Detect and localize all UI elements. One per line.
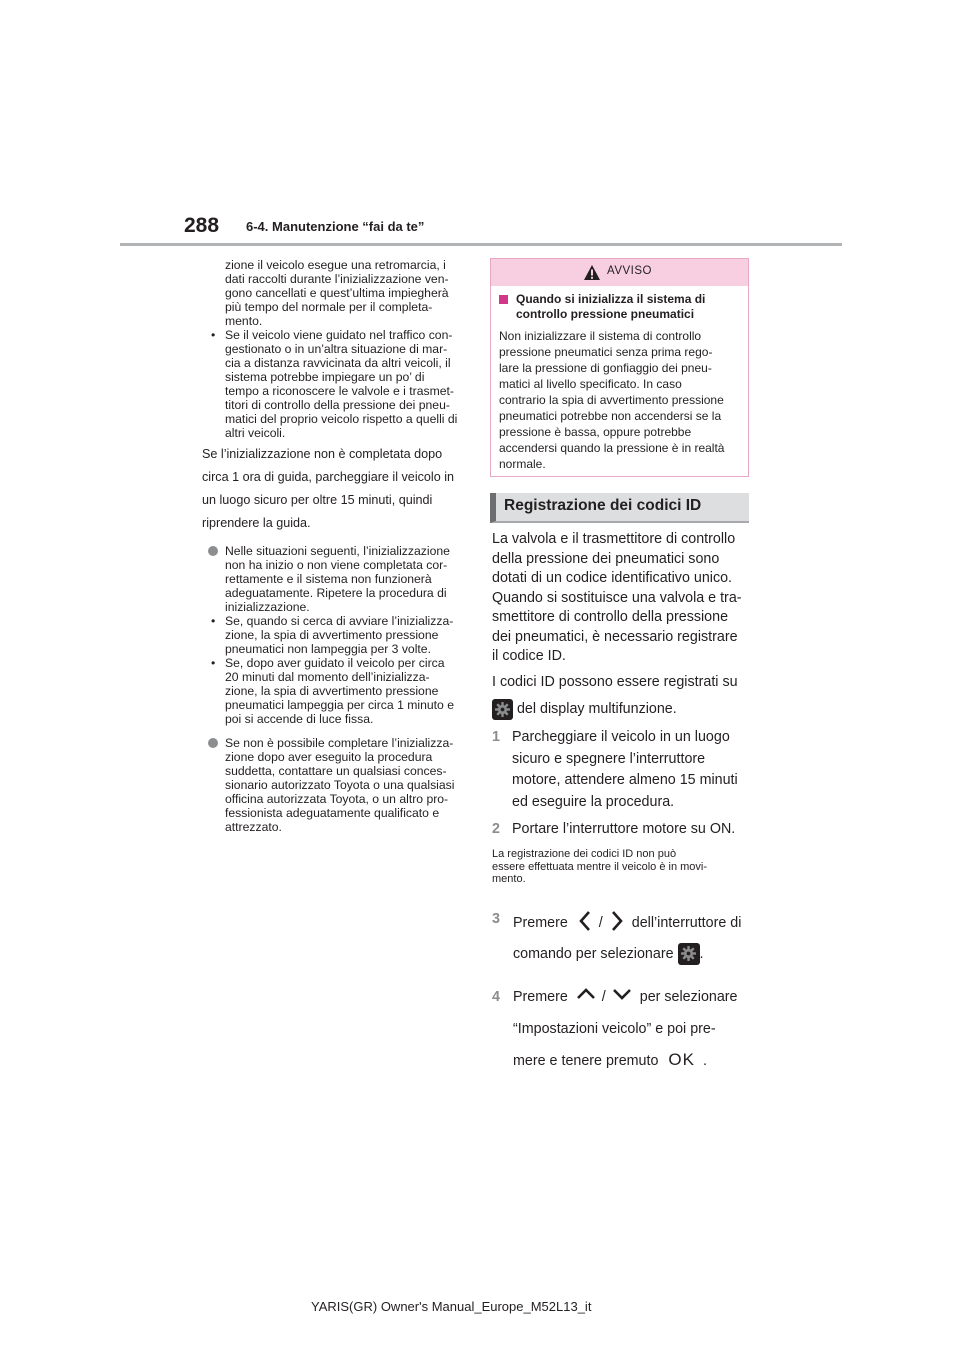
text-line: poi si accende di luce fissa. — [225, 712, 374, 726]
text-line: La valvola e il trasmettitore di controllo — [492, 531, 736, 547]
step-4-line-2 — [492, 1020, 750, 1040]
text-line: tempo a riconoscere le valvole e i trasmet- — [225, 384, 454, 398]
text-line: zione il veicolo esegue una retromarcia, i — [225, 258, 446, 272]
continued-bullet-text — [202, 258, 468, 328]
circle-bullet-icon — [208, 738, 218, 748]
chevron-left-icon — [578, 910, 592, 932]
bullet-item — [202, 614, 468, 656]
text-line: zione, la spia di avvertimento pressione — [225, 684, 439, 698]
chevron-down-icon — [612, 988, 632, 1000]
subsection-heading — [490, 493, 749, 523]
text-line: più tempo del normale per il completa- — [225, 300, 433, 314]
footer: YARIS(GR) Owner's Manual_Europe_M52L13_it — [311, 1299, 592, 1314]
text-line: Nelle situazioni seguenti, l’inizializzazione — [225, 544, 450, 558]
warning-text — [499, 328, 740, 472]
text-line: mento. — [492, 873, 526, 885]
circle-bullet-icon — [208, 546, 218, 556]
text-line: dei pneumatici, è necessario registrare — [492, 628, 738, 645]
text-line: Se non è possibile completare l’inizializza- — [225, 736, 454, 750]
text-line: Parcheggiare il veicolo in un luogo — [512, 729, 730, 745]
step-4 — [492, 988, 750, 1008]
text-fragment: dell’interruttore di — [631, 915, 742, 931]
text-line: essere effettuata mentre il veicolo è in movi- — [492, 860, 708, 873]
step-3 — [492, 910, 750, 934]
text-line: attrezzato. — [225, 820, 282, 834]
text-line: motore, attendere almeno 15 minuti — [512, 772, 738, 788]
text-fragment: Premere — [513, 989, 568, 1005]
step-4-line-1 — [492, 988, 750, 1008]
bullet-item — [202, 328, 468, 440]
warning-box — [490, 258, 749, 477]
text-fragment: . — [702, 1053, 707, 1069]
text-line: zione dopo aver eseguito la procedura — [225, 750, 433, 764]
text-line: circa 1 ora di guida, parcheggiare il veicolo in — [202, 470, 455, 484]
text-line: pneumatici potrebbe non accendersi se la — [499, 409, 722, 423]
subsection-title: Registrazione dei codici ID — [504, 497, 702, 514]
text-line: titori di controllo della pressione dei pneu- — [225, 398, 450, 412]
text-line: rettamente e il sistema non funzionerà — [225, 572, 432, 586]
text-fragment: mere e tenere premuto — [513, 1053, 659, 1069]
warning-body — [491, 286, 748, 472]
section-title: 6-4. Manutenzione “fai da te” — [246, 219, 425, 234]
text-line: pressione è bassa, oppure potrebbe — [499, 425, 692, 439]
codes-line-2 — [492, 698, 750, 720]
bullet-item — [202, 656, 468, 726]
text-line: accendersi quando la pressione è in realtà — [499, 441, 725, 455]
text-fragment: . — [699, 946, 704, 962]
text-line: Quando si sostituisce una valvola e tra- — [492, 589, 742, 606]
text-line: pressione pneumatici senza prima rego- — [499, 345, 713, 359]
page-number: 288 — [184, 214, 220, 237]
text-line: il codice ID. — [492, 648, 566, 664]
text-fragment: per selezionare — [639, 989, 738, 1005]
ok-button-symbol: OK — [668, 1050, 695, 1069]
note — [492, 848, 750, 886]
text-line: Quando si inizializza il sistema di — [516, 292, 706, 306]
text-line: officina autorizzata Toyota, o un altro pro- — [225, 792, 449, 806]
text-line: • Se, dopo aver guidato il veicolo per circa — [225, 656, 445, 670]
text-line: suddetta, contattare un qualsiasi conces- — [225, 764, 447, 778]
text-line: inizializzazione. — [225, 600, 310, 614]
header-rule — [120, 243, 842, 246]
text-line: pneumatici non lampeggia per 3 volte. — [225, 642, 431, 656]
text-line: Non inizializzare il sistema di controllo — [499, 329, 702, 343]
chevron-right-icon — [610, 910, 624, 932]
lead-item — [202, 736, 468, 834]
text-line: • Se il veicolo viene guidato nel traffico con- — [225, 328, 453, 342]
step-3-line-2 — [492, 941, 750, 967]
text-line: adeguatamente. Ripetere la procedura di — [225, 586, 447, 600]
text-line: un luogo sicuro per oltre 15 minuti, quindi — [202, 493, 433, 507]
text-fragment: comando per selezionare — [513, 946, 674, 962]
step-number: 3 — [492, 911, 500, 927]
text-line: cia a distanza ravvicinata da altri veicoli, il — [225, 356, 451, 370]
text-line: zione, la spia di avvertimento pressione — [225, 628, 439, 642]
text-line: “Impostazioni veicolo” e poi pre- — [513, 1021, 716, 1037]
text-line: Portare l’interruttore motore su ON. — [512, 821, 736, 837]
text-line: matici al livello specificato. In caso — [499, 377, 682, 391]
text-line: sionario autorizzato Toyota o una qualsiasi — [225, 778, 455, 792]
chevron-up-icon — [576, 988, 596, 1000]
text-line: controllo pressione pneumatici — [516, 307, 695, 321]
settings-gear-icon — [678, 943, 700, 965]
text-line: della pressione dei pneumatici sono — [492, 550, 720, 567]
text-line: gono cancellati e quest’ultima impiegherà — [225, 286, 449, 300]
text-line: dotati di un codice identificativo unico. — [492, 570, 733, 586]
text-line: dati raccolti durante l’inizializzazione ven- — [225, 272, 449, 286]
warning-title: AVVISO — [607, 265, 652, 277]
text-line: Se l’inizializzazione non è completata dopo — [202, 447, 443, 461]
step-number: 1 — [492, 729, 500, 745]
text-line: sistema potrebbe impiegare un po’ di — [225, 370, 425, 384]
text-line: ed eseguire la procedura. — [512, 793, 675, 810]
text-line: mento. — [225, 314, 263, 328]
step-2 — [492, 820, 750, 840]
text-line: contrario la spia di avvertimento pressione — [499, 393, 724, 407]
left-column — [202, 258, 468, 834]
text-fragment: / — [598, 915, 603, 931]
text-line: lare la pressione di gonfiaggio dei pneu- — [499, 361, 712, 375]
warning-header — [491, 259, 748, 286]
codes-line: I codici ID possono essere registrati su — [492, 674, 738, 690]
text-line: riprendere la guida. — [202, 516, 311, 530]
text-line: pneumatici lampeggia per circa 1 minuto e — [225, 698, 454, 712]
text-line: del display multifunzione. — [516, 701, 677, 717]
lead-item — [202, 544, 468, 614]
text-line: altri veicoli. — [225, 426, 286, 440]
paragraph — [202, 444, 468, 533]
square-bullet-icon — [499, 295, 508, 304]
warning-triangle-icon — [583, 264, 601, 281]
text-line: fessionista adeguatamente qualificato e — [225, 806, 440, 820]
text-line: non ha inizio o non viene completata cor- — [225, 558, 448, 572]
text-fragment: / — [601, 989, 606, 1005]
step-number: 2 — [492, 821, 500, 837]
step-1 — [492, 727, 750, 813]
text-line: gestionato o in un’altra situazione di mar- — [225, 342, 448, 356]
step-4-line-3 — [492, 1050, 750, 1072]
text-line: • Se, quando si cerca di avviare l’inizializza- — [225, 614, 454, 628]
text-fragment: Premere — [513, 915, 568, 931]
text-line: La registrazione dei codici ID non può — [492, 848, 677, 860]
settings-gear-icon — [492, 699, 513, 720]
text-line: smettitore di controllo della pressione — [492, 609, 729, 625]
text-line: matici del proprio veicolo rispetto a quelli di — [225, 412, 458, 426]
intro-paragraph — [492, 530, 750, 667]
text-line: sicuro e spegnere l’interruttore — [512, 750, 706, 767]
step-3-line-1 — [492, 910, 750, 934]
text-line: normale. — [499, 457, 546, 471]
warning-subtitle — [499, 292, 740, 322]
text-line: 20 minuti dal momento dell’inizializza- — [225, 670, 430, 684]
step-number: 4 — [492, 989, 500, 1005]
